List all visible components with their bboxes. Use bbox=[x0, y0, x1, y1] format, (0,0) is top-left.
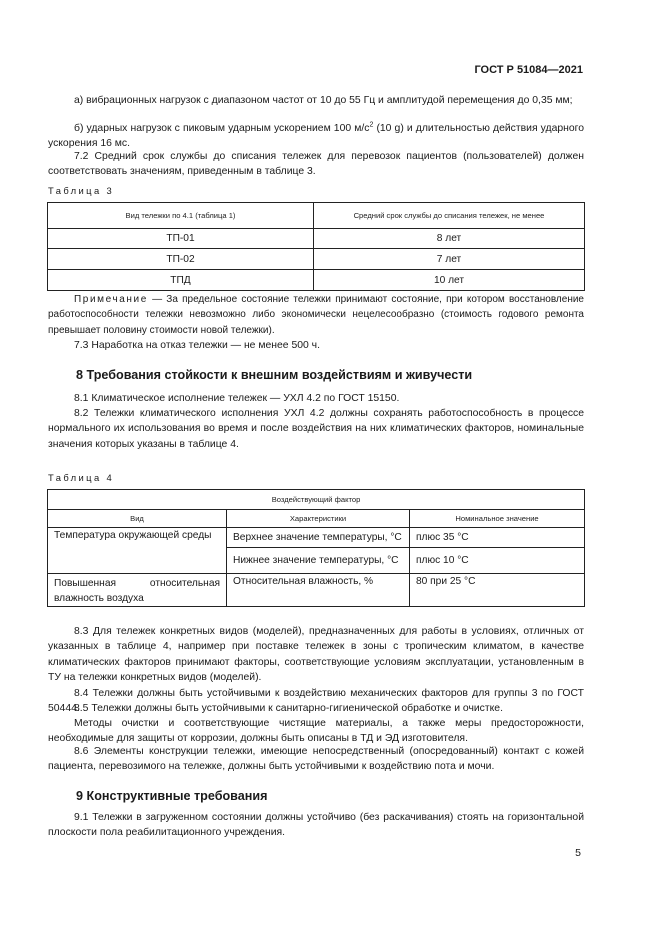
table4-group-header: Воздействующий фактор bbox=[48, 490, 585, 510]
paragraph-8-2: 8.2 Тележки климатического исполнения УХЛ 4.2 должны сохранять работоспособность в процессе нормального их использования во время и после воздействия на них климатических факторов, номинальные значения которых указаны в таблице 4. bbox=[48, 408, 584, 450]
table4-caption: Таблица 4 bbox=[48, 472, 115, 483]
table4-header-value: Номинальное значение bbox=[410, 510, 585, 528]
table4-header-char: Характеристики bbox=[227, 510, 410, 528]
table3-header-type: Вид тележки по 4.1 (таблица 1) bbox=[48, 203, 314, 229]
paragraph-7-2: 7.2 Средний срок службы до списания тележек для перевозок пациентов (пользователей) должен соответствовать значениям, приведенным в таблице 3. bbox=[48, 151, 584, 178]
paragraph-8-1: 8.1 Климатическое исполнение тележек — УХЛ 4.2 по ГОСТ 15150. bbox=[74, 393, 400, 404]
paragraph-7-3: 7.3 Наработка на отказ тележки — не менее 500 ч. bbox=[74, 340, 320, 351]
table3-note: Примечание — За предельное состояние тележки принимают состояние, при котором восстановление работоспособности тележки невозможно либо экономически нецелесообразно (стоимость годового ремонта превышает половину стоимости новой тележки). bbox=[48, 294, 584, 336]
table-row: Повышенная относительная влажность воздуха Относительная влажность, % 80 при 25 °С bbox=[48, 574, 585, 607]
paragraph-shock: б) ударных нагрузок с пиковым ударным ускорением 100 $м/с^2$ (10 g) и длительностью действия ударного ускорения 16 мс. bbox=[48, 121, 584, 150]
page-number: 5 bbox=[575, 847, 581, 859]
table-3 bbox=[47, 202, 585, 291]
paragraph-8-5: 8.5 Тележки должны быть устойчивыми к санитарно-гигиенической обработке и очистке. bbox=[74, 703, 503, 714]
table-row: ТП-02 7 лет bbox=[48, 249, 585, 270]
paragraph-vibration: а) вибрационных нагрузок с диапазоном частот от 10 до 55 Гц и амплитудой перемещения до 0,35 мм; bbox=[74, 95, 573, 106]
table3-caption: Таблица 3 bbox=[48, 185, 115, 196]
table-4 bbox=[47, 489, 585, 607]
paragraph-cleaning: Методы очистки и соответствующие чистящие материалы, а также меры предосторожности, необходимые для защиты от коррозии, должны быть описаны в ТД и ЭД изготовителя. bbox=[48, 718, 584, 745]
section-8-heading: 8 Требования стойкости к внешним воздействиям и живучести bbox=[76, 368, 473, 382]
table-row: ТП-01 8 лет bbox=[48, 229, 585, 249]
table-row: Температура окружающей среды Верхнее значение температуры, °С плюс 35 °С bbox=[48, 528, 585, 548]
paragraph-8-6: 8.6 Элементы конструкции тележки, имеющие непосредственный (опосредованный) контакт с кожей пациента, перевозимого на тележке, должны быть устойчивыми к воздействию пота и мочи. bbox=[48, 746, 584, 773]
paragraph-8-4: 8.4 Тележки должны быть устойчивыми к воздействию механических факторов для группы 3 по ГОСТ 50444. bbox=[48, 688, 584, 715]
table-row: ТПД 10 лет bbox=[48, 270, 585, 291]
table4-header-kind: Вид bbox=[48, 510, 227, 528]
table-row: Нижнее значение температуры, °С плюс 10 °С bbox=[48, 548, 585, 574]
paragraph-9-1: 9.1 Тележки в загруженном состоянии должны устойчиво (без раскачивания) стоять на горизонтальной плоскости пола реабилитационного учреждения. bbox=[48, 812, 584, 839]
table3-header-life: Средний срок службы до списания тележек, не менее bbox=[314, 203, 585, 229]
section-9-heading: 9 Конструктивные требования bbox=[76, 789, 268, 803]
standard-header: ГОСТ Р 51084—2021 bbox=[474, 64, 583, 76]
paragraph-8-3: 8.3 Для тележек конкретных видов (моделей), предназначенных для работы в условиях, отличных от указанных в таблице 4, например при поставке тележек в зоны с тропическим климатом, в качестве климатических факторов принимают факторы, соответствующие условиям эксплуатации, установленным в ТУ на тележки конкретных видов (моделей). bbox=[48, 626, 584, 684]
